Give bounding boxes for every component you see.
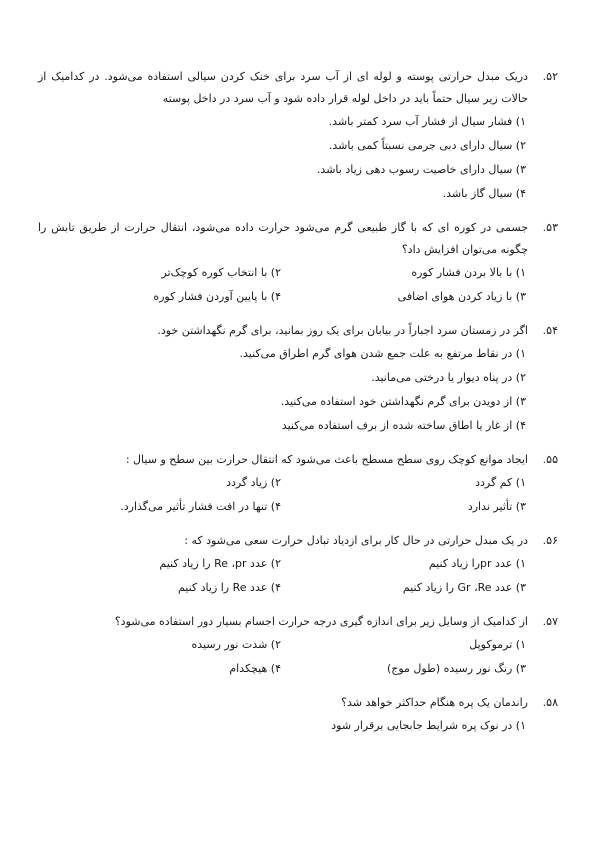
question-stem: جسمی در کوره ای که با گاز طبیعی گرم می‌شود حرارت داده می‌شود، انتقال حرارت از طریق تابش را چگونه می‌توان افزایش داد؟ — [38, 221, 528, 256]
option-3: ۳) از دویدن برای گرم نگهداشتن خود استفاده می‌کنید. — [280, 395, 526, 408]
option-1: ۱) کم گردد — [475, 476, 526, 489]
question-stem: در یک مبدل حرارتی در حال کار برای ازدیاد تبادل حرارت سعی می‌شود که : — [184, 534, 528, 547]
question-54 — [38, 320, 558, 438]
question-52 — [38, 66, 558, 206]
option-4: ۴) عدد Re را زیاد کنیم — [177, 581, 281, 594]
question-stem: از کدامیک از وسایل زیر برای اندازه گیری درجه حرارت اجسام بسیار دور استفاده می‌شود؟ — [114, 615, 528, 628]
option-3: ۳) با زیاد کردن هوای اضافی — [397, 290, 526, 303]
options-grid — [38, 261, 528, 309]
options-grid — [38, 552, 528, 600]
question-number: ۵۸. — [542, 696, 558, 709]
options-list — [38, 342, 528, 438]
question-stem: ایجاد موانع کوچک روی سطح مسطح باعث می‌شود که انتقال حرارت بین سطح و سیال : — [125, 453, 528, 466]
option-3: ۳) رنگ نور رسیده (طول موج) — [386, 662, 526, 675]
question-53 — [38, 217, 558, 309]
option-1: ۱) با بالا بردن فشار کوره — [411, 266, 526, 279]
question-number: ۵۷. — [542, 615, 558, 628]
option-2: ۲) زیاد گردد — [226, 476, 281, 489]
option-4: ۴) با پایین آوردن فشار کوره — [153, 290, 281, 303]
options-grid — [38, 471, 528, 519]
question-number: ۵۶. — [542, 534, 558, 547]
option-1: ۱) عدد prرا زیاد کنیم — [428, 557, 526, 570]
option-4: ۴) تنها در افت فشار تأثیر می‌گذارد. — [120, 500, 281, 513]
options-list — [38, 714, 528, 738]
option-4: ۴) از غار یا اطاق ساخته شده از برف استفاده می‌کنید — [281, 419, 526, 432]
question-stem: دریک مبدل حرارتی پوسته و لوله ای از آب سرد برای خنک کردن سیالی استفاده می‌شود. در کدامیک از حالات زیر سیال حتماً باید در داخل لوله قرار داده شود و آب سرد در داخل پوسته — [38, 70, 528, 105]
options-list — [38, 110, 528, 206]
option-3: ۳) تأثیر ندارد — [467, 500, 526, 513]
question-number: ۵۲. — [542, 70, 558, 83]
option-3: ۳) سیال دارای خاصیت رسوب دهی زیاد باشد. — [316, 163, 526, 176]
option-1: ۱) ترموکوپل — [469, 638, 526, 651]
options-grid — [38, 633, 528, 681]
option-2: ۲) در پناه دیوار یا درختی می‌مانید. — [371, 371, 526, 384]
option-2: ۲) سیال دارای دبی جرمی نسبتاً کمی باشد. — [328, 139, 526, 152]
question-number: ۵۳. — [542, 221, 558, 234]
question-stem: اگر در زمستان سرد اجباراً در بیابان برای یک روز بمانید، برای گرم نگهداشتن خود. — [157, 324, 528, 337]
option-3: ۳) عدد Gr ،Re را زیاد کنیم — [402, 581, 526, 594]
question-stem: راندمان یک پره هنگام حداکثر خواهد شد؟ — [341, 696, 528, 709]
question-57 — [38, 611, 558, 681]
option-1: ۱) در نقاط مرتفع به علت جمع شدن هوای گرم اطراق می‌کنید. — [239, 347, 526, 360]
question-55 — [38, 449, 558, 519]
option-4: ۴) هیچکدام — [229, 662, 281, 675]
question-58 — [38, 692, 558, 738]
option-2: ۲) شدت نور رسیده — [191, 638, 281, 651]
exam-page — [38, 66, 558, 749]
question-number: ۵۵. — [542, 453, 558, 466]
option-1: ۱) فشار سیال از فشار آب سرد کمتر باشد. — [328, 115, 526, 128]
option-1: ۱) در نوک پره شرایط جابجایی برقرار شود — [331, 719, 526, 732]
option-4: ۴) سیال گاز باشد. — [442, 187, 526, 200]
question-56 — [38, 530, 558, 600]
question-number: ۵۴. — [542, 324, 558, 337]
option-2: ۲) با انتخاب کوره کوچک‌تر — [161, 266, 281, 279]
option-2: ۲) عدد Re ،pr را زیاد کنیم — [159, 557, 281, 570]
